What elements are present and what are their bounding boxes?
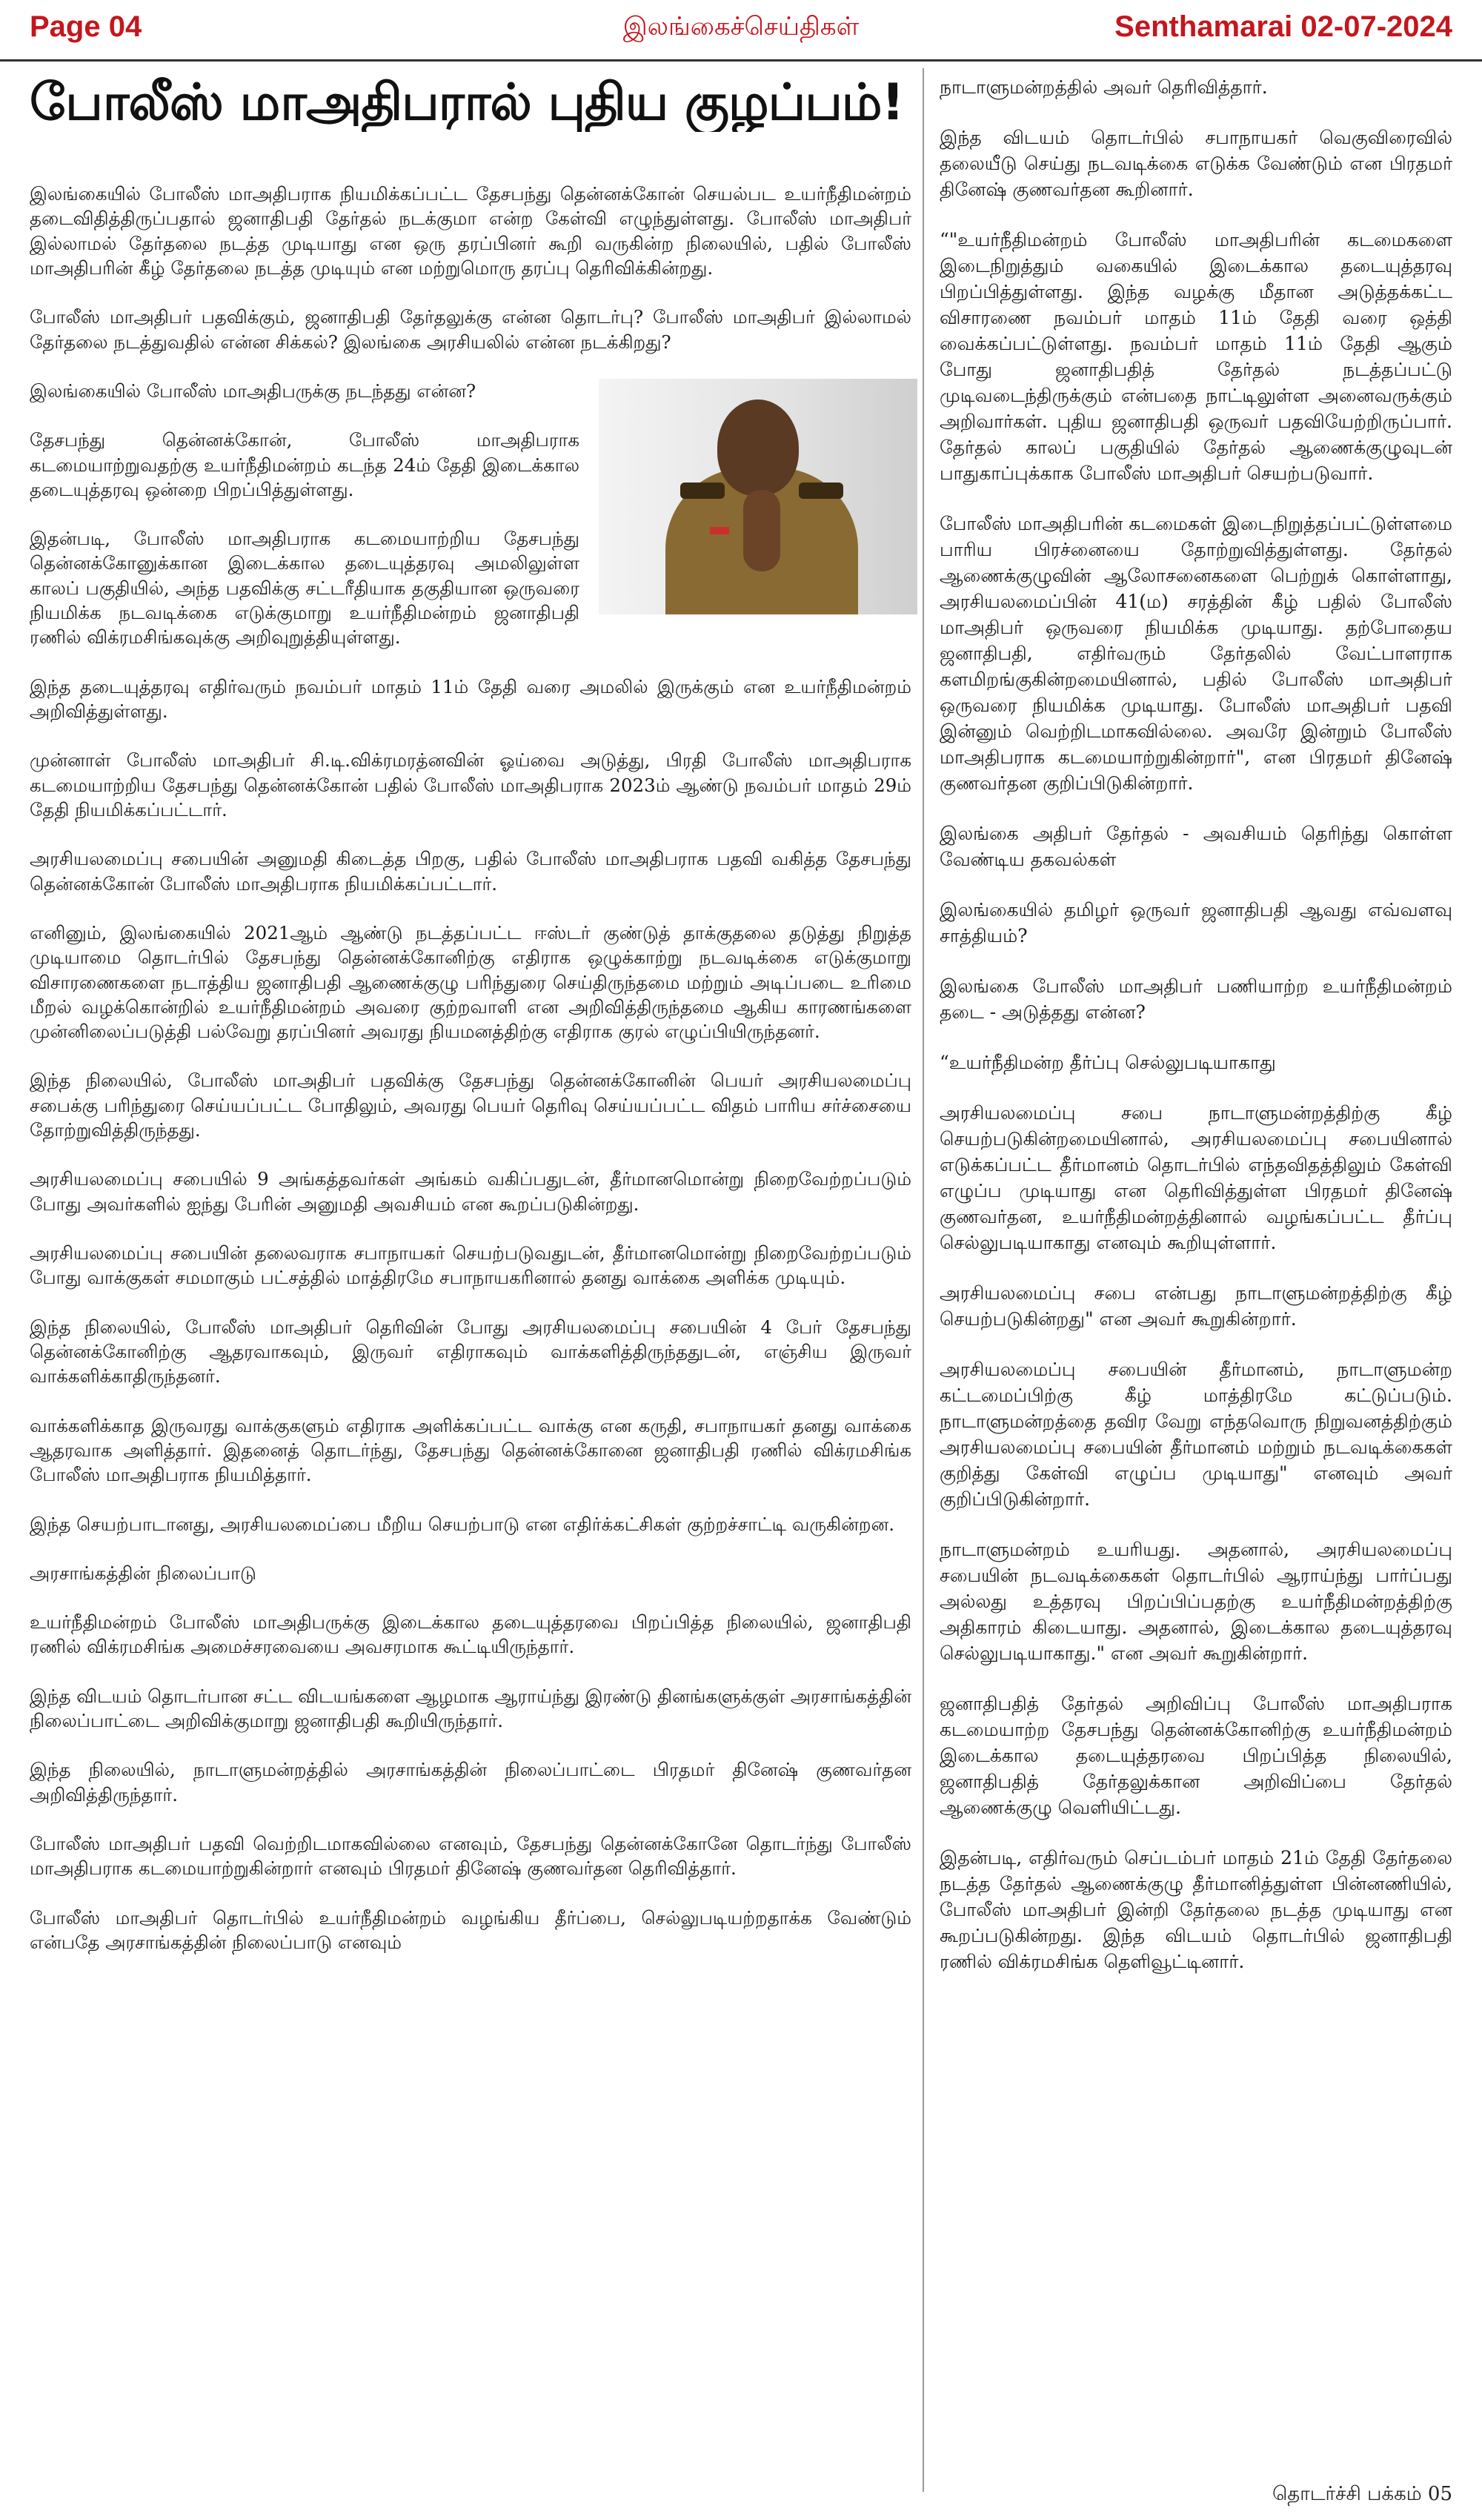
left-column — [30, 182, 911, 1979]
publication-date: Senthamarai 02-07-2024 — [1114, 10, 1452, 43]
article-subheading: அரசாங்கத்தின் நிலைப்பாடு — [30, 1562, 256, 1584]
page-number: Page 04 — [30, 10, 142, 43]
article-paragraph: இந்த செயற்பாடானது, அரசியலமைப்பை மீறிய செயற்பாடு என எதிர்க்கட்சிகள் குற்றச்சாட்டி வருகின்றன. — [30, 1513, 895, 1535]
article-paragraph: வாக்களிக்காத இருவரது வாக்குகளும் எதிராக அளிக்கப்பட்ட வாக்கு என கருதி, சபாநாயகர் தனது வாக்கை ஆதரவாக அளித்தார். இதனைத் தொடர்ந்து, தேசபந்து தென்னக்கோனை ஜனாதிபதி ரணில் விக்ரமசிங்க போலீஸ் மாஅதிபராக நியமித்தார். — [30, 1414, 911, 1486]
article-paragraph: அரசியலமைப்பு சபையின் தீர்மானம், நாடாளுமன்ற கட்டமைப்பிற்கு கீழ் மாத்திரமே கட்டுப்படும். நாடாளுமன்றத்தை தவிர வேறு எந்தவொரு நிறுவனத்திற்கும் அரசியலமைப்பு சபையின் தீர்மானம் மற்றும் நடவடிக்கைகள் குறித்து கேள்வி எழுப்ப முடியாது" எனவும் அவர் குறிப்பிடுகின்றார். — [940, 1359, 1452, 1510]
article-paragraph: இந்த விடயம் தொடர்பான சட்ட விடயங்களை ஆழமாக ஆராய்ந்து இரண்டு தினங்களுக்குள் அரசாங்கத்தின் நிலைப்பாட்டை அறிவிக்குமாறு ஜனாதிபதி கூறியிருந்தார். — [30, 1685, 911, 1732]
right-column — [940, 74, 1452, 1999]
related-link-text: இலங்கை அதிபர் தேர்தல் - அவசியம் தெரிந்து கொள்ள வேண்டிய தகவல்கள் — [940, 823, 1452, 870]
article-paragraph: நாடாளுமன்றத்தில் அவர் தெரிவித்தார். — [940, 76, 1268, 98]
article-paragraph: இந்த நிலையில், நாடாளுமன்றத்தில் அரசாங்கத்தின் நிலைப்பாட்டை பிரதமர் தினேஷ் குணவர்தன அறிவித்திருந்தார். — [30, 1759, 911, 1806]
article-paragraph: இலங்கையில் போலீஸ் மாஅதிபராக நியமிக்கப்பட்ட தேசபந்து தென்னக்கோன் செயல்பட உயர்நீதிமன்றம் தடைவிதித்திருப்பதால் ஜனாதிபதி தேர்தல் நடக்குமா என்ற கேள்வி எழுந்துள்ளது. போலீஸ் மாஅதிபர் இல்லாமல் தேர்தலை நடத்த முடியாது என ஒரு தரப்பினர் கூறி வருகின்ற நிலையில், பதில் போலீஸ் மாஅதிபரின் கீழ் தேர்தலை நடத்த முடியும் என மற்றுமொரு தரப்பு தெரிவிக்கின்றது. — [30, 183, 911, 279]
related-link-text: இலங்கையில் தமிழர் ஒருவர் ஜனாதிபதி ஆவது எவ்வளவு சாத்தியம்? — [940, 899, 1452, 946]
related-link-text: இலங்கை போலீஸ் மாஅதிபர் பணியாற்ற உயர்நீதிமன்றம் தடை - அடுத்தது என்ன? — [940, 975, 1452, 1023]
article-paragraph: போலீஸ் மாஅதிபர் பதவி வெற்றிடமாகவில்லை எனவும், தேசபந்து தென்னக்கோனே தொடர்ந்து போலீஸ் மாஅதிபராக கடமையாற்றுகின்றார் எனவும் பிரதமர் தினேஷ் குணவர்தன தெரிவித்தார். — [30, 1833, 911, 1880]
article-paragraph: “"உயர்நீதிமன்றம் போலீஸ் மாஅதிபரின் கடமைகளை இடைநிறுத்தும் வகையில் இடைக்கால தடையுத்தரவு பிறப்பித்துள்ளது. இந்த வழக்கு மீதான அடுத்தக்கட்ட விசாரணை நவம்பர் மாதம் 11ம் தேதி வரை ஒத்தி வைக்கப்பட்டுள்ளது. நவம்பர் மாதம் 11ம் தேதி ஆகும் போது ஜனாதிபதித் தேர்தல் நடத்தப்பட்டு முடிவடைந்திருக்கும் என்பதை நாட்டிலுள்ள அனைவருக்கும் அறிவார்கள். புதிய ஜனாதிபதி ஒருவர் பதவியேற்றிருப்பார். தேர்தல் காலப் பகுதியில் தேர்தல் ஆணைக்குழுவுடன் பாதுகாப்புக்காக போலீஸ் மாஅதிபர் செயற்படுவார். — [940, 229, 1452, 484]
continued-on-page: தொடர்ச்சி பக்கம் 05 — [1272, 2483, 1452, 2505]
page-header — [0, 0, 1482, 62]
article-paragraph: இதன்படி, போலீஸ் மாஅதிபராக கடமையாற்றிய தேசபந்து தென்னக்கோனுக்கான இடைக்கால தடையுத்தரவு அமலிலுள்ள காலப் பகுதியில், அந்த பதவிக்கு சட்டரீதியாக தகுதியான ஒருவரை நியமிக்க நடவடிக்கை எடுக்குமாறு உயர்நீதிமன்றம் ஜனாதிபதி ரணில் விக்ரமசிங்கவுக்கு அறிவுறுத்தியுள்ளது. — [30, 528, 579, 649]
article-paragraph: இதன்படி, எதிர்வரும் செப்டம்பர் மாதம் 21ம் தேதி தேர்தலை நடத்த தேர்தல் ஆணைக்குழு தீர்மானித்துள்ள பின்னணியில், போலீஸ் மாஅதிபர் இன்றி தேர்தலை நடத்த முடியாது என கூறப்படுகின்றது. இந்த விடயம் தொடர்பில் ஜனாதிபதி ரணில் விக்ரமசிங்க தெளிவூட்டினார். — [940, 1847, 1452, 1972]
article-paragraph: இந்த நிலையில், போலீஸ் மாஅதிபர் பதவிக்கு தேசபந்து தென்னக்கோனின் பெயர் அரசியலமைப்பு சபைக்கு பரிந்துரை செய்யப்பட்ட போதிலும், அவரது பெயர் தெரிவு செய்யப்பட்ட விதம் பாரிய சர்ச்சையை தோற்றுவித்திருந்தது. — [30, 1070, 911, 1141]
article-paragraph: நாடாளுமன்றம் உயரியது. அதனால், அரசியலமைப்பு சபையின் நடவடிக்கைகள் தொடர்பில் ஆராய்ந்து பார்ப்பது அல்லது உத்தரவு பிறப்பிப்பதற்கு உயர்நீதிமன்றத்திற்கு அதிகாரம் கிடையாது. அதனால், இடைக்கால தடையுத்தரவு செல்லுபடியாகாது." என அவர் கூறுகின்றார். — [940, 1539, 1452, 1664]
article-paragraph: அரசியலமைப்பு சபையில் 9 அங்கத்தவர்கள் அங்கம் வகிப்பதுடன், தீர்மானமொன்று நிறைவேற்றப்படும் போது அவர்களில் ஐந்து பேரின் அனுமதி அவசியம் என கூறப்படுகின்றது. — [30, 1168, 911, 1215]
article-paragraph: போலீஸ் மாஅதிபரின் கடமைகள் இடைநிறுத்தப்பட்டுள்ளமை பாரிய பிரச்னையை தோற்றுவித்துள்ளது. தேர்தல் ஆணைக்குழுவின் ஆலோசனைகளை பெற்றுக் கொள்ளாது, அரசியலமைப்பின் 41(ம) சரத்தின் கீழ் பதில் போலீஸ் மாஅதிபர் ஒருவரை நியமிக்க முடியாது. தற்போதைய ஜனாதிபதி, எதிர்வரும் தேர்தலில் வேட்பாளராக களமிறங்குகின்றமையினால், பதில் போலீஸ் மாஅதிபர் ஒருவரை நியமிக்க முடியாது. போலீஸ் மாஅதிபர் பதவி இன்னும் வெற்றிடமாகவில்லை. அவரே இன்றும் போலீஸ் மாஅதிபராக கடமையாற்றுகின்றார்", என பிரதமர் தினேஷ் குணவர்தன குறிப்பிடுகின்றார். — [940, 513, 1452, 794]
article-headline: போலீஸ் மாஅதிபரால் புதிய குழப்பம்! — [30, 74, 904, 132]
article-paragraph: போலீஸ் மாஅதிபர் தொடர்பில் உயர்நீதிமன்றம் வழங்கிய தீர்ப்பை, செல்லுபடியற்றதாக்க வேண்டும் என்பதே அரசாங்கத்தின் நிலைப்பாடு எனவும் — [30, 1906, 911, 1953]
article-paragraph: இந்த விடயம் தொடர்பில் சபாநாயகர் வெகுவிரைவில் தலையீடு செய்து நடவடிக்கை எடுக்க வேண்டும் என பிரதமர் தினேஷ் குணவர்தன கூறினார். — [940, 127, 1452, 200]
article-paragraph: முன்னாள் போலீஸ் மாஅதிபர் சி.டி.விக்ரமரத்னவின் ஓய்வை அடுத்து, பிரதி போலீஸ் மாஅதிபராக கடமையாற்றிய தேசபந்து தென்னக்கோன் பதில் போலீஸ் மாஅதிபராக 2023ம் ஆண்டு நவம்பர் மாதம் 29ம் தேதி நியமிக்கப்பட்டார். — [30, 749, 911, 820]
article-paragraph: அரசியலமைப்பு சபையின் தலைவராக சபாநாயகர் செயற்படுவதுடன், தீர்மானமொன்று நிறைவேற்றப்படும் போது வாக்குகள் சமமாகும் பட்சத்தில் மாத்திரமே சபாநாயகரினால் தனது வாக்கை அளிக்க முடியும். — [30, 1242, 911, 1289]
article-paragraph: ஜனாதிபதித் தேர்தல் அறிவிப்பு போலீஸ் மாஅதிபராக கடமையாற்ற தேசபந்து தென்னக்கோனிற்கு உயர்நீதிமன்றம் இடைக்கால தடையுத்தரவை பிறப்பித்த நிலையில், ஜனாதிபதித் தேர்தலுக்கான அறிவிப்பை தேர்தல் ஆணைக்குழு வெளியிட்டது. — [940, 1693, 1452, 1818]
article-subheading: இலங்கையில் போலீஸ் மாஅதிபருக்கு நடந்தது என்ன? — [30, 379, 476, 402]
article-paragraph: அரசியலமைப்பு சபையின் அனுமதி கிடைத்த பிறகு, பதில் போலீஸ் மாஅதிபராக பதவி வகித்த தேசபந்து தென்னக்கோன் போலீஸ் மாஅதிபராக நியமிக்கப்பட்டார். — [30, 848, 911, 895]
article-paragraph: போலீஸ் மாஅதிபர் பதவிக்கும், ஜனாதிபதி தேர்தலுக்கு என்ன தொடர்பு? போலீஸ் மாஅதிபர் இல்லாமல் தேர்தலை நடத்துவதில் என்ன சிக்கல்? இலங்கை அரசியலில் என்ன நடக்கிறது? — [30, 306, 911, 353]
article-paragraph: அரசியலமைப்பு சபை நாடாளுமன்றத்திற்கு கீழ் செயற்படுகின்றமையினால், அரசியலமைப்பு சபையினால் எடுக்கப்பட்ட தீர்மானம் தொடர்பில் எந்தவிதத்திலும் கேள்வி எழுப்ப முடியாது என தெரிவித்துள்ள பிரதமர் தினேஷ் குணவர்தன, உயர்நீதிமன்றத்தினால் வழங்கப்பட்ட தீர்ப்பு செல்லுபடியாகாது எனவும் கூறியுள்ளார். — [940, 1102, 1452, 1253]
article-paragraph: அரசியலமைப்பு சபை என்பது நாடாளுமன்றத்திற்கு கீழ் செயற்படுகின்றது" என அவர் கூறுகின்றார். — [940, 1282, 1452, 1330]
article-subheading: “உயர்நீதிமன்ற தீர்ப்பு செல்லுபடியாகாது — [940, 1052, 1276, 1073]
section-title: இலங்கைச்செய்திகள் — [622, 12, 860, 42]
article-paragraph: இந்த தடையுத்தரவு எதிர்வரும் நவம்பர் மாதம் 11ம் தேதி வரை அமலில் இருக்கும் என உயர்நீதிமன்றம் அறிவித்துள்ளது. — [30, 675, 911, 722]
column-divider — [923, 68, 924, 2492]
article-paragraph: இந்த நிலையில், போலீஸ் மாஅதிபர் தெரிவின் போது அரசியலமைப்பு சபையின் 4 பேர் தேசபந்து தென்னக்கோனிற்கு ஆதரவாகவும், இருவர் எதிராகவும் வாக்களித்திருந்ததுடன், எஞ்சிய இருவர் வாக்களிக்காதிருந்தனர். — [30, 1316, 911, 1387]
article-paragraph: உயர்நீதிமன்றம் போலீஸ் மாஅதிபருக்கு இடைக்கால தடையுத்தரவை பிறப்பித்த நிலையில், ஜனாதிபதி ரணில் விக்ரமசிங்க அமைச்சரவையை அவசரமாக கூட்டியிருந்தார். — [30, 1611, 911, 1658]
article-paragraph: எனினும், இலங்கையில் 2021ஆம் ஆண்டு நடத்தப்பட்ட ஈஸ்டர் குண்டுத் தாக்குதலை தடுத்து நிறுத்த முடியாமை தொடர்பில் தேசபந்து தென்னக்கோனிற்கு எதிராக ஒழுக்காற்று நடவடிக்கை எடுக்குமாறு விசாரணைகளை நடாத்திய ஜனாதிபதி ஆணைக்குழு பரிந்துரை செய்திருந்தமை மற்றும் அடிப்படை உரிமை மீறல் வழக்கொன்றில் உயர்நீதிமன்றம் அவரை குற்றவாளி என அறிவித்திருந்தமை ஆகிய காரணங்களை முன்னிலைப்படுத்தி பல்வேறு தரப்பினர் அவரது நியமனத்திற்கு எதிராக குரல் எழுப்பியிருந்தனர். — [30, 921, 911, 1043]
article-paragraph: தேசபந்து தென்னக்கோன், போலீஸ் மாஅதிபராக கடமையாற்றுவதற்கு உயர்நீதிமன்றம் கடந்த 24ம் தேதி இடைக்கால தடையுத்தரவு ஒன்றை பிறப்பித்துள்ளது. — [30, 429, 579, 500]
police-chief-photo — [599, 379, 917, 614]
